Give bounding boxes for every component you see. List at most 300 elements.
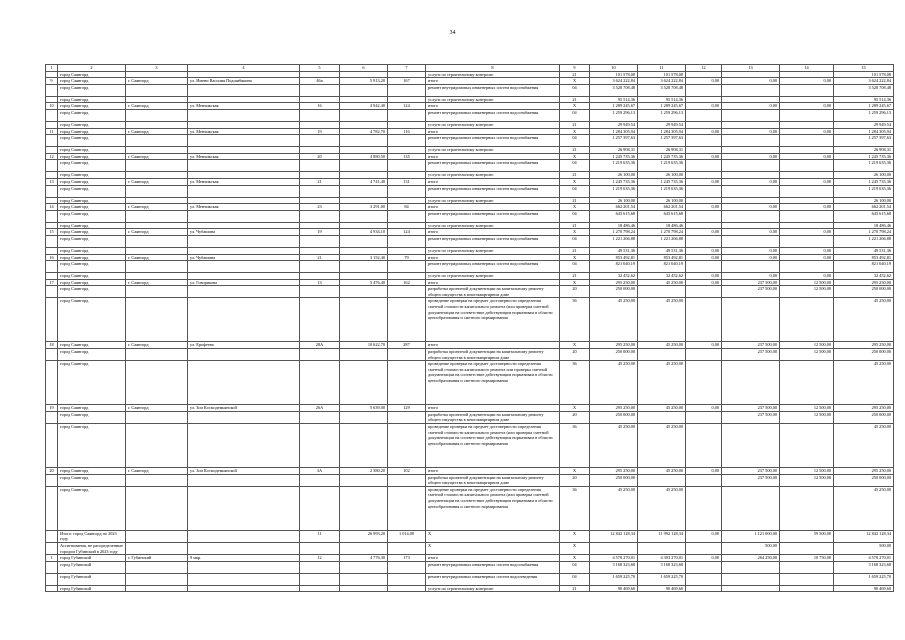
table-cell: 45 250,00 (590, 298, 638, 342)
table-cell: город Саянгорд (58, 178, 126, 185)
table-cell (340, 361, 388, 405)
table-cell: 13 (46, 178, 58, 185)
table-cell: 26 993,20 (340, 530, 388, 542)
table-cell: 1 284 305,94 (834, 128, 894, 135)
table-cell (388, 573, 426, 585)
table-cell (300, 185, 340, 197)
table-cell (126, 298, 188, 342)
table-cell: 0,00 (780, 103, 834, 110)
table-cell (686, 361, 722, 405)
table-cell (722, 222, 780, 229)
table-cell (188, 261, 300, 273)
table-cell: 643 615,68 (834, 210, 894, 222)
table-cell: 5 913,20 (340, 78, 388, 85)
table-cell (722, 135, 780, 147)
table-cell (126, 172, 188, 179)
table-cell: услуги по строительному контролю (426, 147, 560, 154)
table-cell: ул. Менчикская (188, 128, 300, 135)
table-cell: итого (426, 254, 560, 261)
table-cell: город Саянгорд (58, 103, 126, 110)
table-cell: 0,00 (722, 153, 780, 160)
table-cell: 26А (300, 405, 340, 412)
table-cell: 32 452,62 (590, 273, 638, 280)
table-cell: итого (426, 103, 560, 110)
table-cell: ул. Говорикова (188, 279, 300, 286)
table-cell (188, 197, 300, 204)
table-cell (780, 96, 834, 103)
table-cell (686, 286, 722, 298)
table-cell (722, 109, 780, 121)
table-cell (686, 543, 722, 555)
table-row (46, 153, 894, 160)
table-row (46, 222, 894, 229)
table-row (46, 147, 894, 154)
table-cell (126, 424, 188, 468)
table-cell: 173 (388, 555, 426, 562)
table-cell: 21 (560, 585, 590, 592)
table-cell (340, 96, 388, 103)
table-cell: город Саянгорд (58, 78, 126, 85)
table-cell: 0,00 (780, 254, 834, 261)
table-cell: город Губинский (58, 585, 126, 592)
table-cell (686, 474, 722, 486)
table-row (46, 279, 894, 286)
table-cell: 1 121 000,00 (722, 530, 780, 542)
table-cell: 264 250,00 (722, 555, 780, 562)
table-cell: 124 (388, 103, 426, 110)
table-cell: 36 (560, 361, 590, 405)
table-cell: 101 578,08 (638, 71, 686, 78)
table-cell (388, 121, 426, 128)
table-cell (126, 286, 188, 298)
table-cell (300, 96, 340, 103)
table-row (46, 555, 894, 562)
table-cell: 643 615,68 (638, 210, 686, 222)
table-cell (126, 71, 188, 78)
table-cell: 45 250,00 (590, 361, 638, 405)
table-cell: 19 (46, 405, 58, 412)
table-cell (686, 424, 722, 468)
table-cell: город Саянгорд (58, 349, 126, 361)
table-cell (340, 135, 388, 147)
table-cell (340, 172, 388, 179)
table-cell: город Саянгорд (58, 279, 126, 286)
table-cell (686, 298, 722, 342)
table-cell: 20 (560, 286, 590, 298)
table-cell: ул. Менчикская (188, 103, 300, 110)
table-cell: город Саянгорд (58, 273, 126, 280)
table-cell: 0,00 (722, 204, 780, 211)
table-cell (188, 147, 300, 154)
table-cell (388, 185, 426, 197)
table-cell (780, 121, 834, 128)
table-cell: г. Саянгорд (126, 128, 188, 135)
table-cell: 821 040,19 (590, 261, 638, 273)
table-cell: г. Саянгорд (126, 204, 188, 211)
table-cell (686, 222, 722, 229)
table-cell: город Саянгорд (58, 222, 126, 229)
table-cell (388, 247, 426, 254)
table-cell: 250 000,00 (590, 349, 638, 361)
table-cell: 90 469,60 (638, 585, 686, 592)
table-cell: 2 380,20 (340, 468, 388, 475)
table-cell (388, 222, 426, 229)
table-cell: 1 014,00 (388, 530, 426, 542)
table-cell: X (560, 530, 590, 542)
table-cell: ремонт внутридомовых инженерных систем водоснабжения (426, 160, 560, 172)
table-cell (46, 185, 58, 197)
table-cell: 04 (560, 135, 590, 147)
column-number-10: 10 (590, 65, 638, 72)
table-cell (340, 160, 388, 172)
table-cell: X (560, 342, 590, 349)
table-cell: 0,00 (686, 229, 722, 236)
table-cell: ул. Менчикская (188, 178, 300, 185)
table-cell (388, 486, 426, 530)
table-cell (46, 96, 58, 103)
table-cell: 0,00 (686, 405, 722, 412)
table-cell: 295 250,00 (834, 468, 894, 475)
table-row (46, 197, 894, 204)
table-cell (780, 298, 834, 342)
table-cell: 4 578 270,01 (834, 555, 894, 562)
table-cell (46, 222, 58, 229)
table-cell (188, 135, 300, 147)
table-cell: 1 257 397,63 (638, 135, 686, 147)
table-cell (638, 411, 686, 423)
table-cell (126, 222, 188, 229)
table-cell: 12 500,00 (780, 474, 834, 486)
table-cell: город Саянгорд (58, 96, 126, 103)
table-cell: 1 245 735,36 (834, 178, 894, 185)
table-row (46, 468, 894, 475)
table-cell (638, 349, 686, 361)
column-number-5: 5 (300, 65, 340, 72)
table-cell: 295 250,00 (834, 405, 894, 412)
table-cell (686, 147, 722, 154)
table-cell: 04 (560, 210, 590, 222)
table-cell: 10 (46, 103, 58, 110)
table-cell: город Саянгорд (58, 286, 126, 298)
table-cell: г. Саянгорд (126, 229, 188, 236)
table-cell: 18 (46, 342, 58, 349)
table-cell: услуги по строительному контролю (426, 273, 560, 280)
table-cell (340, 585, 388, 592)
table-cell: город Саянгорд (58, 411, 126, 423)
table-cell (722, 585, 780, 592)
table-cell: 49 531,36 (834, 247, 894, 254)
table-cell (188, 172, 300, 179)
table-cell (686, 210, 722, 222)
table-cell: 0,00 (686, 273, 722, 280)
table-cell (46, 247, 58, 254)
table-row (46, 361, 894, 405)
table-cell: X (426, 530, 560, 542)
table-cell: итого (426, 229, 560, 236)
table-cell (686, 135, 722, 147)
table-cell: 0,00 (780, 204, 834, 211)
table-cell: 3 624 222,84 (638, 78, 686, 85)
table-row (46, 96, 894, 103)
table-cell: 4 741,40 (340, 178, 388, 185)
table-cell: 11 992 128,34 (638, 530, 686, 542)
table-cell: 0,00 (722, 247, 780, 254)
table-cell (126, 561, 188, 573)
table-cell: 1 257 397,63 (834, 135, 894, 147)
table-cell: X (560, 254, 590, 261)
table-cell: 21 (300, 254, 340, 261)
table-cell: 295 250,00 (834, 342, 894, 349)
table-cell (126, 573, 188, 585)
table-cell (300, 273, 340, 280)
table-cell (388, 561, 426, 573)
table-cell: 3 528 708,48 (638, 84, 686, 96)
table-cell: 16 (300, 103, 340, 110)
table-cell: г. Саянгорд (126, 78, 188, 85)
table-cell: X (560, 468, 590, 475)
table-cell: 1 221 266,88 (638, 235, 686, 247)
table-cell: 95 514,36 (834, 96, 894, 103)
table-cell: X (560, 229, 590, 236)
table-cell: 0,00 (686, 530, 722, 542)
table-cell: г. Саянгорд (126, 405, 188, 412)
table-cell (340, 543, 388, 555)
column-number-14: 14 (780, 65, 834, 72)
table-cell: город Саянгорд (58, 204, 126, 211)
table-cell: 1 659 225,70 (638, 573, 686, 585)
table-cell (46, 71, 58, 78)
table-cell (388, 109, 426, 121)
table-cell: 04 (560, 185, 590, 197)
table-cell: 0,00 (686, 103, 722, 110)
table-cell (300, 573, 340, 585)
table-cell: город Саянгорд (58, 405, 126, 412)
table-cell: город Губинский (58, 555, 126, 562)
table-cell: 18 486,46 (638, 222, 686, 229)
table-cell: 167 (388, 78, 426, 85)
table-cell: 500,00 (834, 543, 894, 555)
table-cell: 21 (560, 147, 590, 154)
table-cell (126, 235, 188, 247)
table-cell: 662 201,54 (590, 204, 638, 211)
table-row (46, 261, 894, 273)
table-cell: 0,00 (686, 254, 722, 261)
table-row (46, 424, 894, 468)
table-cell (300, 135, 340, 147)
column-number-15: 15 (834, 65, 894, 72)
table-cell (126, 210, 188, 222)
table-cell: 0,00 (722, 229, 780, 236)
table-cell (780, 222, 834, 229)
table-cell: 101 578,08 (590, 71, 638, 78)
table-cell: 16 (46, 254, 58, 261)
table-cell: 124 (388, 229, 426, 236)
table-cell (188, 486, 300, 530)
table-cell: город Саянгорд (58, 197, 126, 204)
table-cell (722, 573, 780, 585)
table-cell: 643 615,68 (590, 210, 638, 222)
table-row (46, 160, 894, 172)
table-cell: 21 (560, 96, 590, 103)
table-cell: 17 (46, 279, 58, 286)
table-cell (686, 96, 722, 103)
table-cell (340, 349, 388, 361)
table-cell: 4 578 270,01 (590, 555, 638, 562)
table-cell: 0,00 (686, 128, 722, 135)
table-cell: 1 659 225,70 (834, 573, 894, 585)
column-number-8: 8 (426, 65, 560, 72)
table-cell: 4 934,10 (340, 229, 388, 236)
table-cell (388, 585, 426, 592)
table-cell: город Саянгорд (58, 153, 126, 160)
table-cell: 853 492,81 (834, 254, 894, 261)
table-cell: услуги по строительному контролю (426, 96, 560, 103)
table-cell: 26 100,00 (834, 197, 894, 204)
table-cell: 45 250,00 (638, 342, 686, 349)
table-cell (722, 172, 780, 179)
table-cell (300, 147, 340, 154)
table-cell: X (560, 279, 590, 286)
table-cell: 23 (300, 204, 340, 211)
table-cell (388, 71, 426, 78)
table-cell (686, 486, 722, 530)
table-row (46, 561, 894, 573)
table-cell (126, 361, 188, 405)
table-cell (340, 71, 388, 78)
table-cell (300, 261, 340, 273)
table-cell (780, 261, 834, 273)
table-cell (188, 298, 300, 342)
table-cell (188, 543, 300, 555)
table-cell (780, 543, 834, 555)
table-cell: 0,00 (780, 229, 834, 236)
table-cell: 662 201,54 (638, 204, 686, 211)
table-cell (46, 298, 58, 342)
table-cell (126, 96, 188, 103)
table-cell: 21 (300, 178, 340, 185)
table-cell (340, 222, 388, 229)
table-cell: 21 (560, 222, 590, 229)
table-row (46, 474, 894, 486)
column-number-4: 4 (188, 65, 300, 72)
table-cell: 21 (560, 172, 590, 179)
table-cell: 4 880,50 (340, 153, 388, 160)
table-row (46, 109, 894, 121)
table-cell (388, 135, 426, 147)
table-cell: 95 514,36 (638, 96, 686, 103)
table-cell: 237 500,00 (722, 286, 780, 298)
table-cell: город Саянгорд (58, 361, 126, 405)
table-row (46, 298, 894, 342)
capital-repair-table (45, 64, 894, 592)
table-cell: 9 мкр. (188, 555, 300, 562)
table-header-row (46, 65, 894, 72)
table-row (46, 411, 894, 423)
table-cell (780, 135, 834, 147)
table-cell: итого (426, 468, 560, 475)
table-cell (188, 247, 300, 254)
table-cell: ул. Менчикская (188, 153, 300, 160)
table-cell (46, 424, 58, 468)
table-row (46, 229, 894, 236)
table-cell: 1 284 305,94 (638, 128, 686, 135)
table-cell: ул. Зои Космодемьянской (188, 468, 300, 475)
table-cell (780, 109, 834, 121)
table-cell (188, 121, 300, 128)
table-cell (46, 561, 58, 573)
table-cell (340, 573, 388, 585)
table-row (46, 247, 894, 254)
table-cell (340, 298, 388, 342)
table-cell: 12 500,00 (780, 286, 834, 298)
table-cell: 20 (560, 474, 590, 486)
table-cell (686, 261, 722, 273)
table-cell (722, 361, 780, 405)
table-cell: ул. Зои Космодемьянской (188, 405, 300, 412)
table-cell: проведение проверки на предмет достоверности определения сметной стоимости капитального ремонта (или проверка сметной документации на соответствие действующим нормативам в области ценообразования и сметного нормирования (426, 298, 560, 342)
table-cell (340, 210, 388, 222)
table-cell (722, 197, 780, 204)
table-cell: 0,00 (722, 103, 780, 110)
table-cell (780, 185, 834, 197)
table-cell (300, 160, 340, 172)
table-cell: итого (426, 405, 560, 412)
table-cell: город Саянгорд (58, 210, 126, 222)
column-number-13: 13 (722, 65, 780, 72)
table-cell: 1 270 798,24 (638, 229, 686, 236)
table-cell: 3 168 323,68 (834, 561, 894, 573)
table-cell (126, 197, 188, 204)
table-cell (340, 286, 388, 298)
table-cell: 12 (300, 555, 340, 562)
table-cell: город Саянгорд (58, 229, 126, 236)
table-cell (686, 121, 722, 128)
table-cell: 20 (560, 411, 590, 423)
table-cell: итого (426, 153, 560, 160)
table-cell (780, 160, 834, 172)
table-cell: 295 250,00 (590, 342, 638, 349)
table-cell (126, 273, 188, 280)
table-cell: разработка проектной документации на капитальному ремонту общего имущества в многоквартирном доме (426, 474, 560, 486)
table-cell: 1 270 798,24 (834, 229, 894, 236)
table-cell: 0,00 (722, 128, 780, 135)
table-cell (188, 424, 300, 468)
table-cell (780, 210, 834, 222)
table-cell: 45 250,00 (590, 486, 638, 530)
table-cell: 0,00 (686, 247, 722, 254)
table-cell: 26 100,00 (638, 197, 686, 204)
table-cell (188, 160, 300, 172)
table-cell (300, 349, 340, 361)
table-cell: 0,00 (780, 178, 834, 185)
table-cell (388, 273, 426, 280)
table-cell (188, 474, 300, 486)
table-cell: город Саянгорд (58, 109, 126, 121)
table-cell: 295 250,00 (834, 279, 894, 286)
table-cell (46, 121, 58, 128)
table-cell: 29 949,54 (590, 121, 638, 128)
column-number-7: 7 (388, 65, 426, 72)
table-row (46, 235, 894, 247)
table-cell (780, 172, 834, 179)
table-cell: ремонт внутридомовых инженерных систем водоснабжения (426, 84, 560, 96)
table-cell: ул. Менчикская (188, 204, 300, 211)
table-cell: 0,00 (686, 468, 722, 475)
table-cell: 95 514,36 (590, 96, 638, 103)
table-cell (46, 197, 58, 204)
table-cell: ремонт внутридомовых инженерных систем водоснабжения (426, 561, 560, 573)
table-cell (46, 286, 58, 298)
